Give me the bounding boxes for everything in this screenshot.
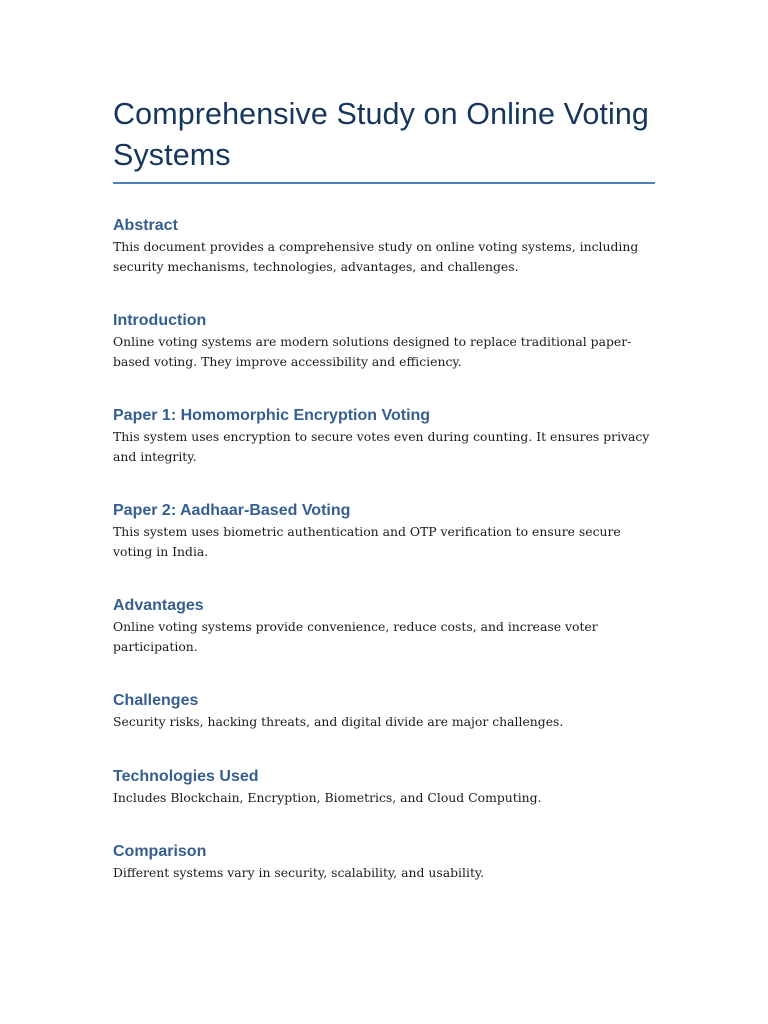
section-heading: Technologies Used xyxy=(113,767,259,785)
section-heading: Paper 1: Homomorphic Encryption Voting xyxy=(113,407,431,424)
section-body: Online voting systems provide convenience, reduce costs, and increase voter participation. xyxy=(113,619,598,654)
title-underline xyxy=(113,182,655,184)
section-advantages xyxy=(113,595,655,656)
section-body: Security risks, hacking threats, and digital divide are major challenges. xyxy=(113,714,564,729)
section-heading: Advantages xyxy=(113,597,204,614)
section-paper-1 xyxy=(113,405,655,466)
section-abstract xyxy=(113,215,655,276)
section-introduction xyxy=(113,310,655,371)
section-challenges xyxy=(113,690,655,732)
section-heading: Paper 2: Aadhaar-Based Voting xyxy=(113,502,351,519)
document-content xyxy=(113,94,655,883)
document-title: Comprehensive Study on Online Voting Systems xyxy=(113,97,649,172)
section-body: Different systems vary in security, scalability, and usability. xyxy=(113,865,485,880)
section-paper-2 xyxy=(113,500,655,561)
section-heading: Challenges xyxy=(113,692,199,709)
section-comparison xyxy=(113,841,655,883)
section-heading: Introduction xyxy=(113,312,207,329)
section-technologies-used xyxy=(113,766,655,808)
section-body: This system uses encryption to secure votes even during counting. It ensures privacy and integrity. xyxy=(113,429,650,464)
section-body: This document provides a comprehensive study on online voting systems, including security mechanisms, technologies, advantages, and challenges. xyxy=(113,239,639,274)
section-heading: Comparison xyxy=(113,843,207,860)
section-body: Online voting systems are modern solutions designed to replace traditional paper-based voting. They improve accessibility and efficiency. xyxy=(113,334,632,369)
section-heading: Abstract xyxy=(113,217,178,234)
section-body: Includes Blockchain, Encryption, Biometrics, and Cloud Computing. xyxy=(113,789,542,805)
section-body: This system uses biometric authentication and OTP verification to ensure secure voting in India. xyxy=(113,524,621,559)
